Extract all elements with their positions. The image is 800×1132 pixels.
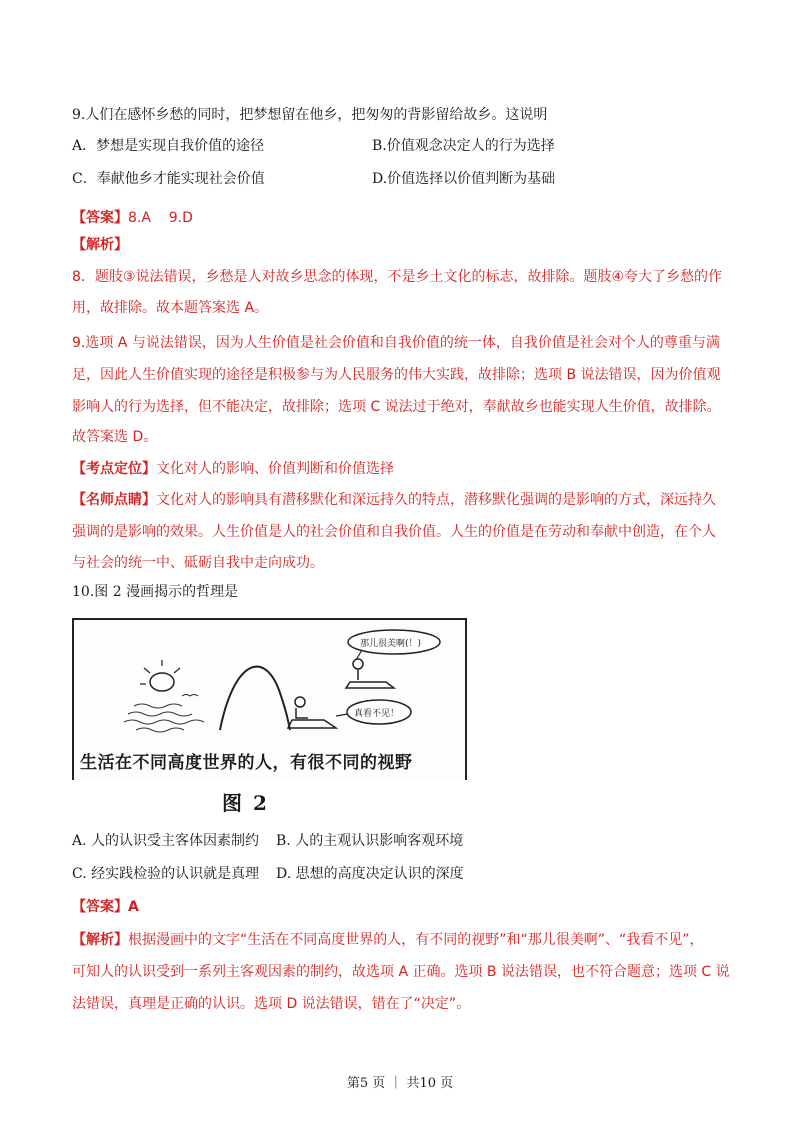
comic-bubble-bottom: 真看不见！	[354, 709, 400, 719]
q9-analysis-line-1: 9.选项 A 与说法错误，因为人生价值是社会价值和自我价值的统一体，自我价值是社会对个人的尊重与满	[72, 335, 720, 351]
kaodian-tag: 【考点定位】	[72, 461, 156, 477]
q10-stem: 10.图 2 漫画揭示的哲理是	[72, 584, 239, 600]
answer-tag: 【答案】	[72, 210, 128, 226]
answer-line	[72, 209, 193, 227]
q10-option-c: C. 经实践检验的认识就是真理	[72, 866, 260, 882]
mingshi-line-2: 强调的是影响的效果。人生价值是人的社会价值和自我价值。人生的价值是在劳动和奉献中创造，在个人	[72, 524, 716, 540]
q10-option-a: A. 人的认识受主客体因素制约	[72, 833, 260, 849]
q10-analysis-text-1: 根据漫画中的文字“生活在不同高度世界的人，有不同的视野”和“那儿很美啊”、“我看不见”，	[128, 932, 704, 948]
comic-figure	[72, 618, 467, 780]
q8-analysis-line-1: 8．题肢③说法错误，乡愁是人对故乡思念的体现，不是乡土文化的标志，故排除。题肢④夸大了乡愁的作	[72, 269, 723, 285]
analysis-tag: 【解析】	[72, 237, 128, 253]
q10-option-b: B. 人的主观认识影响客观环境	[276, 833, 464, 849]
q9-option-d: D.价值选择以价值判断为基础	[372, 171, 556, 187]
figure-label: 图 2	[222, 791, 269, 815]
q9-option-a: A．梦想是实现自我价值的途径	[72, 138, 265, 154]
q9-option-b: B.价值观念决定人的行为选择	[372, 138, 555, 154]
answers-text: 8.A 9.D	[128, 210, 193, 226]
q8-analysis-line-2: 用，故排除。故本题答案选 A。	[72, 300, 269, 316]
q9-analysis-line-4: 故答案选 D。	[72, 429, 158, 445]
q9-stem: 9.人们在感怀乡愁的同时，把梦想留在他乡，把匆匆的背影留给故乡。这说明	[72, 107, 548, 123]
q10-answer: A	[128, 899, 139, 915]
comic-caption: 生活在不同高度世界的人，有很不同的视野	[80, 753, 413, 773]
q9-analysis-line-2: 足，因此人生价值实现的途径是积极参与为人民服务的伟大实践，故排除；选项 B 说法错误，因为价值观	[72, 367, 721, 383]
q10-analysis-line-1	[72, 931, 704, 949]
q10-analysis-line-2: 可知人的认识受到一系列主客观因素的制约，故选项 A 正确。选项 B 说法错误，也不符合题意；选项 C 说	[72, 964, 730, 980]
q9-option-c: C．奉献他乡才能实现社会价值	[72, 171, 265, 187]
q10-answer-tag: 【答案】	[72, 899, 128, 915]
q10-analysis-line-3: 法错误，真理是正确的认识。选项 D 说法错误，错在了“决定”。	[72, 996, 471, 1012]
mingshi-line-3: 与社会的统一中、砥砺自我中走向成功。	[72, 555, 324, 571]
mingshi-line-1	[72, 491, 716, 509]
comic-bubble-top: 那儿很美啊(！)	[360, 639, 422, 649]
q10-option-d: D. 思想的高度决定认识的深度	[276, 866, 464, 882]
mingshi-text-1: 文化对人的影响具有潜移默化和深远持久的特点，潜移默化强调的是影响的方式，深远持久	[156, 492, 716, 508]
q10-answer-line	[72, 898, 139, 916]
mingshi-tag: 【名师点睛】	[72, 492, 156, 508]
q10-analysis-tag: 【解析】	[72, 932, 128, 948]
kaodian-line	[72, 460, 394, 478]
q9-analysis-line-3: 影响人的行为选择，但不能决定，故排除；选项 C 说法过于绝对，奉献故乡也能实现人生价值，故排除。	[72, 399, 721, 415]
kaodian-text: 文化对人的影响、价值判断和价值选择	[156, 461, 394, 477]
page-footer: 第5 页 ｜ 共10 页	[346, 1076, 454, 1091]
